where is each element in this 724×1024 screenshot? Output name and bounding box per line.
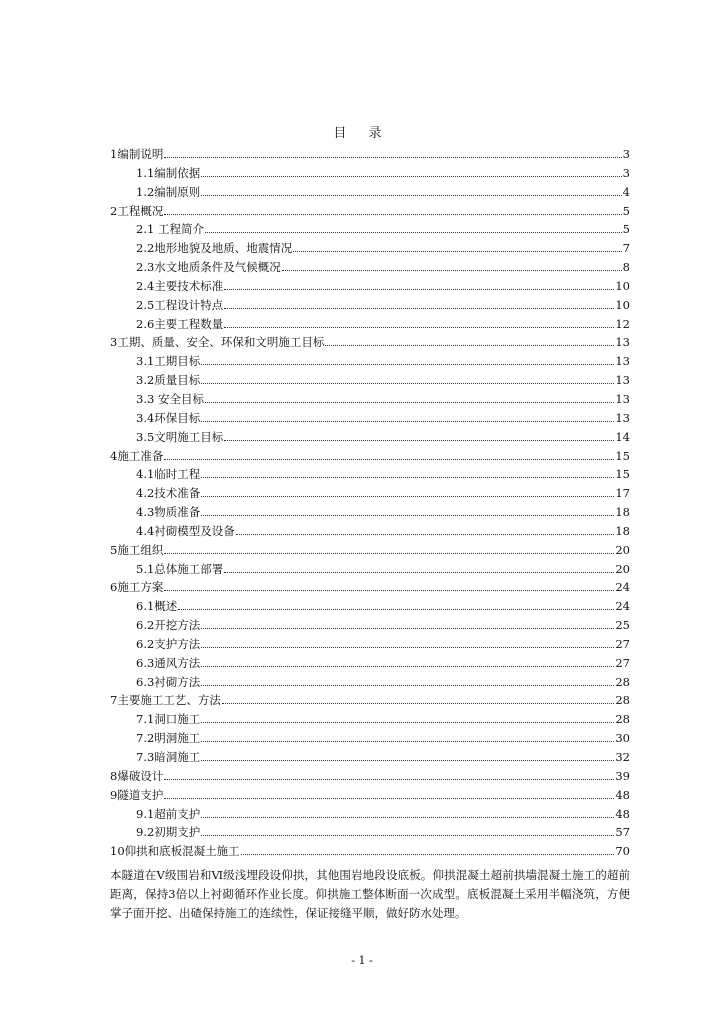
toc-dot-leader (224, 307, 614, 309)
toc-dot-leader (224, 439, 614, 441)
toc-entry-page: 17 (615, 486, 630, 501)
toc-entry-page: 39 (615, 768, 630, 783)
toc-entry-page: 28 (615, 712, 630, 727)
toc-entry[interactable] (110, 296, 630, 315)
toc-dot-leader (201, 627, 614, 629)
toc-dot-leader (222, 702, 615, 704)
toc-dot-leader (205, 401, 614, 403)
toc-entry[interactable] (110, 805, 630, 824)
toc-entry-page: 13 (615, 335, 630, 350)
toc-dot-leader (201, 740, 614, 742)
toc-entry[interactable] (110, 823, 630, 842)
toc-entry-label: 3.2质量目标 (136, 373, 201, 388)
toc-entry[interactable] (110, 164, 630, 183)
toc-entry-page: 13 (615, 391, 630, 406)
toc-entry-page: 5 (622, 222, 630, 237)
toc-dot-leader (241, 853, 615, 855)
toc-entry[interactable] (110, 522, 630, 541)
toc-entry-page: 20 (615, 542, 630, 557)
toc-entry[interactable] (110, 560, 630, 579)
toc-entry-label: 6.1概述 (136, 599, 178, 614)
toc-entry-label: 6施工方案 (110, 580, 164, 595)
toc-dot-leader (205, 231, 622, 233)
toc-dot-leader (201, 721, 614, 723)
toc-entry-label: 9.1超前支护 (136, 806, 201, 821)
toc-entry-page: 10 (615, 297, 630, 312)
toc-entry-page: 13 (615, 354, 630, 369)
toc-entry[interactable] (110, 786, 630, 805)
toc-entry-page: 28 (615, 674, 630, 689)
toc-entry-label: 2工程概况 (110, 203, 164, 218)
toc-entry-label: 6.3通风方法 (136, 655, 201, 670)
toc-entry-page: 3 (622, 165, 630, 180)
toc-entry-page: 24 (615, 580, 630, 595)
toc-entry-label: 10仰拱和底板混凝土施工 (110, 844, 240, 859)
toc-entry[interactable] (110, 578, 630, 597)
toc-entry-label: 1.2编制原则 (136, 184, 201, 199)
toc-entry-page: 13 (615, 373, 630, 388)
toc-entry[interactable] (110, 767, 630, 786)
toc-dot-leader (201, 495, 614, 497)
page-number: - 1 - (351, 954, 373, 967)
toc-dot-leader (201, 646, 614, 648)
toc-entry[interactable] (110, 729, 630, 748)
toc-entry-label: 4.3物质准备 (136, 505, 201, 520)
toc-dot-leader (201, 420, 614, 422)
toc-dot-leader (201, 816, 614, 818)
toc-entry-page: 14 (615, 429, 630, 444)
toc-entry-page: 28 (615, 693, 630, 708)
toc-entry-label: 5.1总体施工部署 (136, 561, 224, 576)
toc-entry-label: 1.1编制依据 (136, 165, 201, 180)
toc-entry[interactable] (110, 352, 630, 371)
toc-entry-page: 15 (615, 467, 630, 482)
toc-entry[interactable] (110, 447, 630, 466)
toc-entry[interactable] (110, 748, 630, 767)
toc-entry[interactable] (110, 183, 630, 202)
toc-entry[interactable] (110, 239, 630, 258)
toc-entry[interactable] (110, 409, 630, 428)
toc-entry-label: 4施工准备 (110, 448, 164, 463)
toc-entry-label: 3.3 安全目标 (136, 391, 204, 406)
toc-entry-page: 27 (615, 636, 630, 651)
toc-entry-label: 4.2技术准备 (136, 486, 201, 501)
toc-dot-leader (201, 175, 621, 177)
toc-entry-page: 48 (615, 787, 630, 802)
toc-entry-label: 6.2开挖方法 (136, 618, 201, 633)
toc-entry-page: 15 (615, 448, 630, 463)
toc-dot-leader (164, 589, 614, 591)
toc-entry[interactable] (110, 333, 630, 352)
toc-entry-label: 2.6主要工程数量 (136, 316, 224, 331)
toc-dot-leader (201, 665, 614, 667)
toc-dot-leader (201, 759, 614, 761)
toc-entry-label: 4.1临时工程 (136, 467, 201, 482)
toc-entry[interactable] (110, 503, 630, 522)
table-of-contents (110, 145, 630, 861)
toc-dot-leader (164, 458, 614, 460)
toc-entry[interactable] (110, 277, 630, 296)
toc-dot-leader (201, 514, 614, 516)
toc-dot-leader (164, 552, 614, 554)
toc-dot-leader (236, 533, 615, 535)
toc-entry-page: 25 (615, 618, 630, 633)
toc-entry-page: 30 (615, 731, 630, 746)
toc-entry[interactable] (110, 635, 630, 654)
toc-entry-label: 9隧道支护 (110, 787, 164, 802)
toc-entry-label: 7主要施工工艺、方法 (110, 693, 221, 708)
toc-entry-page: 18 (615, 505, 630, 520)
toc-dot-leader (201, 684, 614, 686)
toc-entry-page: 48 (615, 806, 630, 821)
toc-entry[interactable] (110, 258, 630, 277)
toc-dot-leader (164, 156, 621, 158)
toc-entry[interactable] (110, 654, 630, 673)
toc-entry[interactable] (110, 202, 630, 221)
toc-entry-page: 5 (622, 203, 630, 218)
toc-dot-leader (201, 194, 621, 196)
toc-entry-page: 18 (615, 523, 630, 538)
toc-dot-leader (201, 834, 614, 836)
toc-dot-leader (164, 797, 614, 799)
toc-entry[interactable] (110, 315, 630, 334)
toc-entry-page: 13 (615, 410, 630, 425)
toc-entry-label: 7.1洞口施工 (136, 712, 201, 727)
toc-entry[interactable] (110, 597, 630, 616)
toc-dot-leader (201, 363, 614, 365)
toc-dot-leader (164, 213, 621, 215)
toc-entry-page: 32 (615, 750, 630, 764)
toc-dot-leader (224, 571, 614, 573)
toc-entry[interactable] (110, 465, 630, 484)
toc-entry-label: 1编制说明 (110, 147, 164, 161)
toc-entry[interactable] (110, 842, 630, 861)
toc-dot-leader (282, 269, 622, 271)
toc-entry-label: 7.3暗洞施工 (136, 750, 201, 764)
toc-entry-label: 8爆破设计 (110, 768, 164, 783)
toc-entry[interactable] (110, 710, 630, 729)
toc-entry[interactable] (110, 390, 630, 409)
toc-entry[interactable] (110, 691, 630, 710)
toc-entry[interactable] (110, 220, 630, 239)
toc-dot-leader (224, 288, 614, 290)
toc-entry-label: 6.2支护方法 (136, 636, 201, 651)
body-paragraph: 本隧道在Ⅴ级围岩和Ⅵ级浅埋段设仰拱，其他围岩地段设底板。仰拱混凝土超前拱墙混凝土施工的超前距离，保持3倍以上衬砌循环作业长度。仰拱施工整体断面一次成型。底板混凝土采用半幅浇筑，方便掌子面开挖、出碴保持施工的连续性，保证接缝平顺，做好防水处理。 (110, 868, 630, 920)
toc-entry[interactable] (110, 371, 630, 390)
toc-entry-page: 57 (615, 825, 630, 840)
toc-dot-leader (224, 326, 614, 328)
toc-entry-page: 24 (615, 599, 630, 614)
toc-entry-label: 3.1工期目标 (136, 354, 201, 369)
toc-entry[interactable] (110, 428, 630, 447)
toc-entry[interactable] (110, 673, 630, 692)
toc-entry-label: 2.1 工程简介 (136, 222, 204, 237)
toc-entry-label: 2.4主要技术标准 (136, 278, 224, 293)
toc-dot-leader (293, 250, 621, 252)
toc-entry-page: 7 (622, 241, 630, 256)
toc-entry-label: 2.3水文地质条件及气候概况 (136, 260, 281, 275)
toc-entry-page: 10 (615, 278, 630, 293)
toc-entry[interactable] (110, 616, 630, 635)
toc-entry-page: 12 (615, 316, 630, 331)
toc-entry-label: 2.5工程设计特点 (136, 297, 224, 312)
toc-dot-leader (164, 778, 614, 780)
toc-entry-label: 6.3衬砌方法 (136, 674, 201, 689)
toc-entry-label: 4.4衬砌模型及设备 (136, 523, 235, 538)
toc-entry-label: 2.2地形地貌及地质、地震情况 (136, 241, 293, 256)
toc-entry-page: 20 (615, 561, 630, 576)
toc-dot-leader (325, 344, 614, 346)
toc-entry-page: 4 (622, 184, 630, 199)
toc-entry-label: 3工期、质量、安全、环保和文明施工目标 (110, 335, 325, 350)
toc-entry-page: 70 (615, 844, 630, 859)
toc-entry-page: 8 (622, 260, 630, 275)
toc-entry-label: 7.2明洞施工 (136, 731, 201, 746)
toc-entry-page: 3 (622, 147, 630, 161)
toc-dot-leader (201, 476, 614, 478)
toc-entry-label: 3.4环保目标 (136, 410, 201, 425)
toc-entry-label: 5施工组织 (110, 542, 164, 557)
toc-entry[interactable] (110, 484, 630, 503)
toc-dot-leader (201, 382, 614, 384)
toc-dot-leader (178, 608, 614, 610)
toc-entry[interactable] (110, 145, 630, 164)
toc-entry-label: 9.2初期支护 (136, 825, 201, 840)
toc-entry-page: 27 (615, 655, 630, 670)
toc-entry[interactable] (110, 541, 630, 560)
toc-entry-label: 3.5文明施工目标 (136, 429, 224, 444)
page-title: 目 录 (333, 126, 391, 141)
